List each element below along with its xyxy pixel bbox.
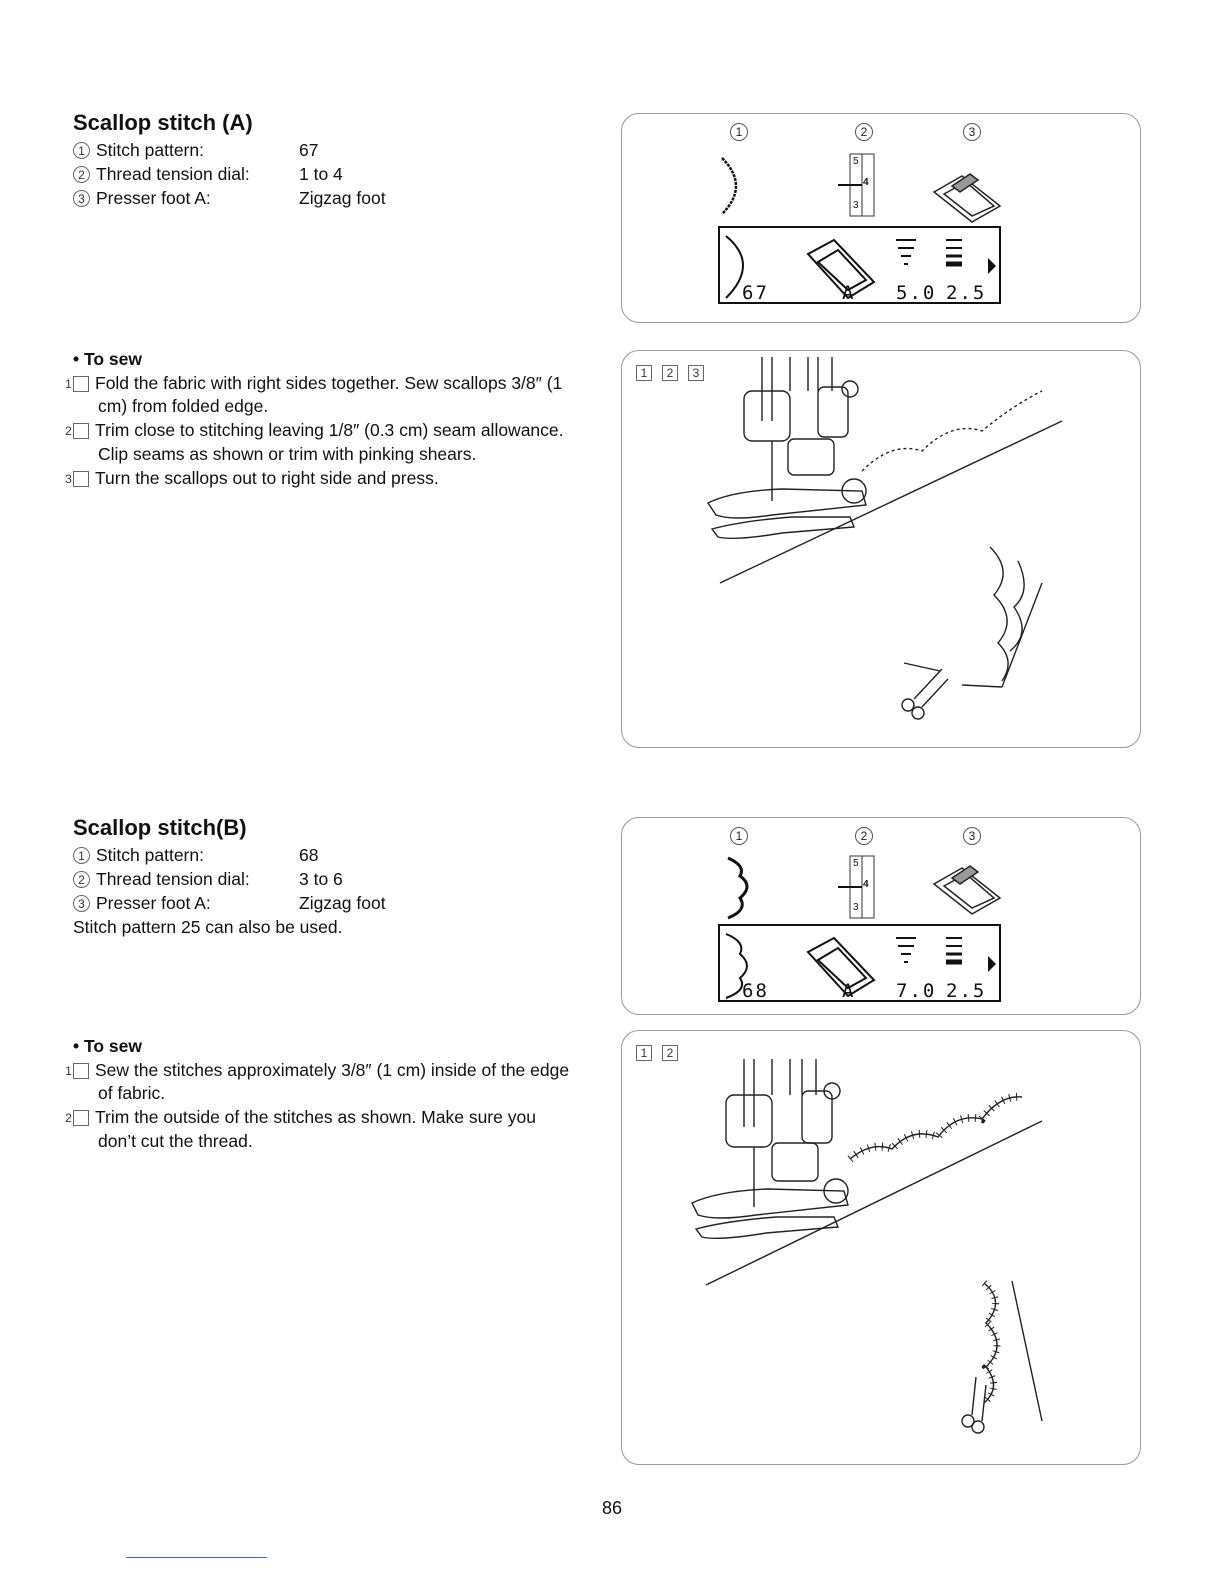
- circled-number: 2: [73, 166, 90, 183]
- section-b-specs: [73, 843, 593, 939]
- section-a-specs: [73, 138, 593, 210]
- instruction-step: [65, 1059, 573, 1106]
- fabric-fold-line: [720, 421, 1062, 583]
- spec-label: Stitch pattern:: [96, 140, 204, 160]
- sewing-illustration-panel-b: [621, 1030, 1141, 1465]
- lcd-width-icon: [896, 240, 916, 264]
- presser-foot-machine-icon: [708, 357, 866, 538]
- instruction-step: [65, 1106, 573, 1153]
- lcd-stitch-width: 5.0: [896, 282, 937, 304]
- settings-panel-a: [621, 113, 1141, 323]
- satin-stitch-line: [850, 1097, 1022, 1159]
- section-b-instructions: [65, 1035, 573, 1154]
- section-a-instructions: [65, 348, 573, 490]
- scissors-icon: [962, 1377, 986, 1433]
- step-tag: 2: [662, 365, 678, 381]
- label-tension: 2: [855, 827, 873, 845]
- label-presser-foot: 3: [963, 827, 981, 845]
- tension-mark: 3: [853, 902, 859, 913]
- lcd-stitch-length: 2.5: [946, 282, 987, 304]
- page-number: 86: [601, 1498, 623, 1518]
- tension-mark: 4: [863, 879, 869, 890]
- step-text: Trim close to stitching leaving 1/8″ (0.3 cm) seam allowance. Clip seams as shown or trim with pinking shears.: [95, 420, 564, 464]
- label-tension: 2: [855, 123, 873, 141]
- lcd-foot-letter: A: [842, 282, 856, 304]
- spec-row: [73, 891, 593, 915]
- circled-number: 1: [73, 847, 90, 864]
- scissors-icon: [902, 663, 948, 719]
- spec-value: 1 to 4: [299, 164, 343, 184]
- tension-mark: 5: [853, 858, 859, 869]
- spec-label: Thread tension dial:: [96, 869, 250, 889]
- lcd-length-icon: [946, 240, 962, 264]
- step-number: 3: [73, 471, 89, 487]
- sewing-illustration: [622, 1031, 1142, 1466]
- lcd-stitch-length: 2.5: [946, 980, 987, 1002]
- lcd-pattern-number: 67: [742, 282, 769, 304]
- spec-label: Thread tension dial:: [96, 164, 250, 184]
- step-text: Trim the outside of the stitches as shown. Make sure you don’t cut the thread.: [95, 1107, 536, 1151]
- spec-label: Presser foot A:: [96, 188, 211, 208]
- lcd-scallop-icon: [726, 236, 743, 298]
- step-number: 2: [73, 1110, 89, 1126]
- spec-row: [73, 867, 593, 891]
- tension-mark: 3: [853, 200, 859, 211]
- tension-mark: 4: [863, 177, 869, 188]
- section-b-title: Scallop stitch(B): [73, 815, 247, 840]
- to-sew-heading: • To sew: [73, 349, 143, 369]
- step-text: Sew the stitches approximately 3/8″ (1 cm) inside of the edge of fabric.: [95, 1059, 570, 1104]
- spec-value: 67: [299, 140, 319, 160]
- lcd-stitch-width: 7.0: [896, 980, 937, 1002]
- spec-row: [73, 843, 593, 867]
- step-tag: 1: [636, 365, 652, 381]
- lcd-display: [718, 226, 1001, 304]
- scallop-stitch-line: [862, 391, 1042, 471]
- scallop-pattern-icon: [722, 158, 736, 214]
- spec-note: Stitch pattern 25 can also be used.: [73, 917, 343, 937]
- instruction-step: [65, 372, 573, 419]
- lcd-width-icon: [896, 938, 916, 962]
- step-tag: 3: [688, 365, 704, 381]
- presser-foot-machine-icon: [692, 1059, 848, 1238]
- lcd-arrow-icon: [988, 258, 996, 274]
- sewing-illustration-panel-a: [621, 350, 1141, 748]
- circled-number: 3: [73, 190, 90, 207]
- circled-number: 2: [73, 871, 90, 888]
- spec-row: [73, 186, 593, 210]
- scallop-pattern-icon: [728, 858, 747, 918]
- lcd-length-icon: [946, 938, 962, 962]
- spec-label: Presser foot A:: [96, 893, 211, 913]
- step-number: 1: [73, 376, 89, 392]
- spec-value: 3 to 6: [299, 869, 343, 889]
- lcd-foot-icon: [808, 938, 874, 996]
- lcd-display: [718, 924, 1001, 1002]
- circled-number: 3: [73, 895, 90, 912]
- fabric-edge-line: [706, 1121, 1042, 1285]
- bottom-link-underline[interactable]: [126, 1557, 267, 1558]
- lcd-foot-icon: [808, 240, 874, 298]
- zigzag-foot-icon: [934, 174, 1000, 222]
- spec-value: Zigzag foot: [299, 893, 386, 913]
- step-tag: 1: [636, 1045, 652, 1061]
- spec-value: 68: [299, 845, 319, 865]
- step-number: 1: [73, 1063, 89, 1079]
- settings-panel-b: [621, 817, 1141, 1015]
- section-a-title: Scallop stitch (A): [73, 110, 253, 135]
- circled-number: 1: [73, 142, 90, 159]
- step-number: 2: [73, 423, 89, 439]
- to-sew-heading: • To sew: [73, 1036, 143, 1056]
- step-text: Turn the scallops out to right side and press.: [95, 467, 439, 488]
- spec-row: [73, 162, 593, 186]
- step-tag: 2: [662, 1045, 678, 1061]
- lcd-pattern-number: 68: [742, 980, 769, 1002]
- step-text: Fold the fabric with right sides together. Sew scallops 3/8″ (1 cm) from folded edge.: [95, 372, 563, 417]
- instruction-step: [65, 419, 573, 466]
- label-stitch-pattern: 1: [730, 123, 748, 141]
- spec-row: [73, 138, 593, 162]
- instruction-step: [65, 467, 573, 491]
- zigzag-foot-icon: [934, 866, 1000, 914]
- label-presser-foot: 3: [963, 123, 981, 141]
- trimmed-scallop-edge-icon: [984, 1281, 1042, 1421]
- trimmed-scallop-edge-icon: [962, 547, 1042, 687]
- spec-label: Stitch pattern:: [96, 845, 204, 865]
- sewing-illustration: [622, 351, 1142, 749]
- spec-value: Zigzag foot: [299, 188, 386, 208]
- lcd-foot-letter: A: [842, 980, 856, 1002]
- tension-mark: 5: [853, 156, 859, 167]
- lcd-arrow-icon: [988, 956, 996, 972]
- label-stitch-pattern: 1: [730, 827, 748, 845]
